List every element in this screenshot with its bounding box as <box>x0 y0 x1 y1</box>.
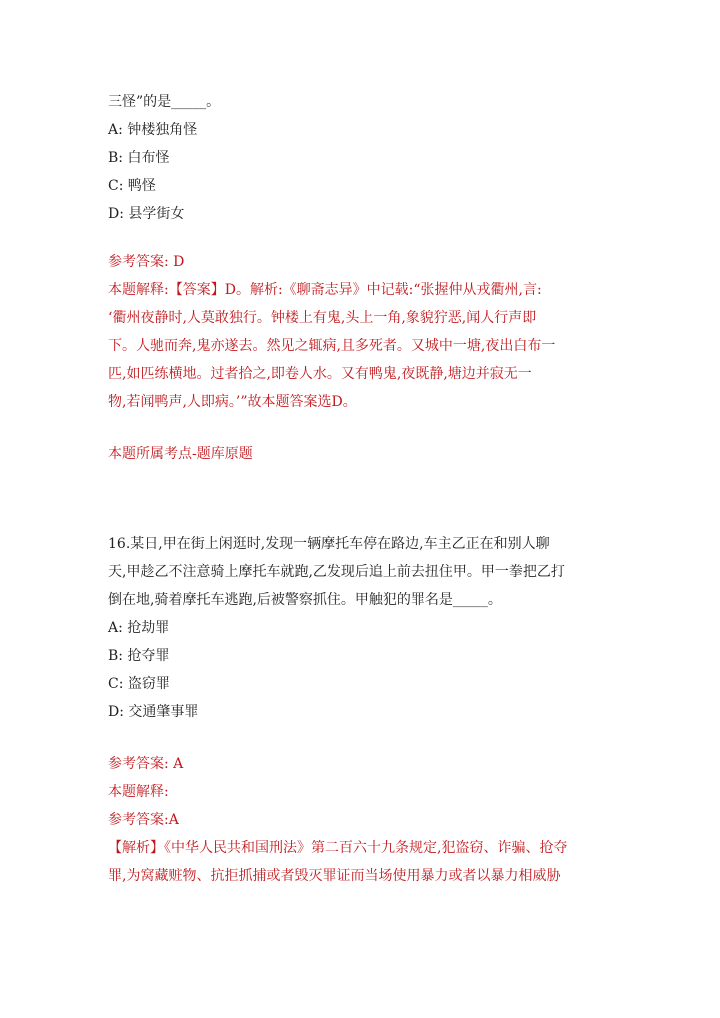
q16-explanation-label: 本题解释: <box>108 784 169 800</box>
q16-option-a: A: 抢劫罪 <box>108 620 170 636</box>
q15-explanation-line-5: 物,若闻鸭声,人即病。’”故本题答案选D。 <box>108 394 357 410</box>
q15-explanation-line-3: 下。人驰而奔,鬼亦遂去。然见之辄病,且多死者。又城中一塘,夜出白布一 <box>108 338 556 354</box>
q15-option-d: D: 县学街女 <box>108 206 185 222</box>
q15-stem-tail: 三怪”的是_____。 <box>108 94 221 110</box>
q16-stem <box>108 530 608 614</box>
q15-option-c: C: 鸭怪 <box>108 178 156 194</box>
q15-explanation <box>108 276 608 416</box>
q16-option-d: D: 交通肇事罪 <box>108 704 199 720</box>
q16-analysis <box>108 834 608 890</box>
q16-option-b: B: 抢夺罪 <box>108 648 170 664</box>
document-page <box>108 88 608 890</box>
q15-source: 本题所属考点-题库原题 <box>108 446 253 462</box>
q16-options <box>108 614 608 726</box>
q15-options <box>108 116 608 228</box>
q16-answer-repeat: 参考答案:A <box>108 812 179 828</box>
q15-option-a: A: 钟楼独角怪 <box>108 122 198 138</box>
q16-analysis-line-1: 【解析】《中华人民共和国刑法》第二百六十九条规定,犯盗窃、诈骗、抢夺 <box>108 840 568 856</box>
q16-analysis-line-2: 罪,为窝藏赃物、抗拒抓捕或者毁灭罪证而当场使用暴力或者以暴力相威胁 <box>108 868 561 884</box>
q15-explanation-line-2: ‘衢州夜静时,人莫敢独行。钟楼上有鬼,头上一角,象貌狞恶,闻人行声即 <box>108 310 537 326</box>
q16-stem-line-3: 倒在地,骑着摩托车逃跑,后被警察抓住。甲触犯的罪名是_____。 <box>108 592 502 608</box>
q15-explanation-line-4: 匹,如匹练横地。过者拾之,即卷人水。又有鸭鬼,夜既静,塘边并寂无一 <box>108 366 532 382</box>
q15-option-b: B: 白布怪 <box>108 150 170 166</box>
q16-option-c: C: 盗窃罪 <box>108 676 170 692</box>
q16-stem-line-2: 天,甲趁乙不注意骑上摩托车就跑,乙发现后追上前去扭住甲。甲一拳把乙打 <box>108 564 565 580</box>
q16-answer: 参考答案: A <box>108 756 184 772</box>
q15-answer: 参考答案: D <box>108 254 185 270</box>
q16-stem-line-1: 16.某日,甲在街上闲逛时,发现一辆摩托车停在路边,车主乙正在和别人聊 <box>108 536 550 552</box>
q15-explanation-line-1: 本题解释:【答案】D。解析:《聊斋志异》中记载:“张握仲从戎衢州,言: <box>108 282 542 298</box>
